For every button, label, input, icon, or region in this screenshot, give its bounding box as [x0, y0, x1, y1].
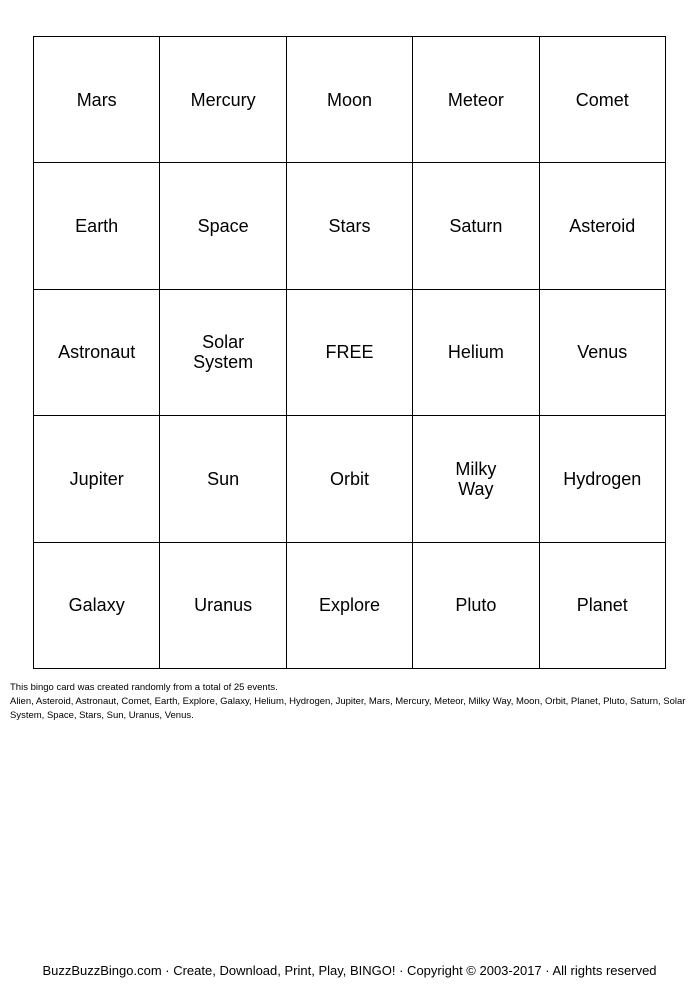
bingo-cell: Meteor: [413, 37, 539, 163]
bingo-cell: Orbit: [287, 416, 413, 542]
bingo-cell: Milky Way: [413, 416, 539, 542]
bingo-cell: Mars: [34, 37, 160, 163]
bingo-cell: Jupiter: [34, 416, 160, 542]
bingo-cell: Mercury: [160, 37, 286, 163]
bingo-cell: Moon: [287, 37, 413, 163]
bingo-cell: Solar System: [160, 290, 286, 416]
card-info: [10, 681, 694, 723]
bingo-cell: Sun: [160, 416, 286, 542]
event-list: Alien, Asteroid, Astronaut, Comet, Earth, Explore, Galaxy, Helium, Hydrogen, Jupiter, Mars, Mercury, Meteor, Milky Way, Moon, Orbit, Planet, Pluto, Saturn, Solar System, Space, Stars, Sun, Uranus, Venus.: [10, 696, 686, 721]
bingo-cell: Asteroid: [540, 163, 666, 289]
bingo-cell: Earth: [34, 163, 160, 289]
bingo-cell: Galaxy: [34, 543, 160, 669]
bingo-cell: Comet: [540, 37, 666, 163]
bingo-cell: Planet: [540, 543, 666, 669]
page-footer: BuzzBuzzBingo.com · Create, Download, Print, Play, BINGO! · Copyright © 2003-2017 · All rights reserved: [42, 963, 657, 978]
bingo-cell: Helium: [413, 290, 539, 416]
bingo-cell: Astronaut: [34, 290, 160, 416]
bingo-card-grid: [33, 36, 666, 669]
bingo-cell: FREE: [287, 290, 413, 416]
bingo-cell: Hydrogen: [540, 416, 666, 542]
card-summary: This bingo card was created randomly from a total of 25 events.: [10, 682, 278, 693]
bingo-cell: Pluto: [413, 543, 539, 669]
bingo-cell: Uranus: [160, 543, 286, 669]
bingo-cell: Stars: [287, 163, 413, 289]
bingo-cell: Space: [160, 163, 286, 289]
bingo-cell: Explore: [287, 543, 413, 669]
bingo-cell: Saturn: [413, 163, 539, 289]
bingo-cell: Venus: [540, 290, 666, 416]
